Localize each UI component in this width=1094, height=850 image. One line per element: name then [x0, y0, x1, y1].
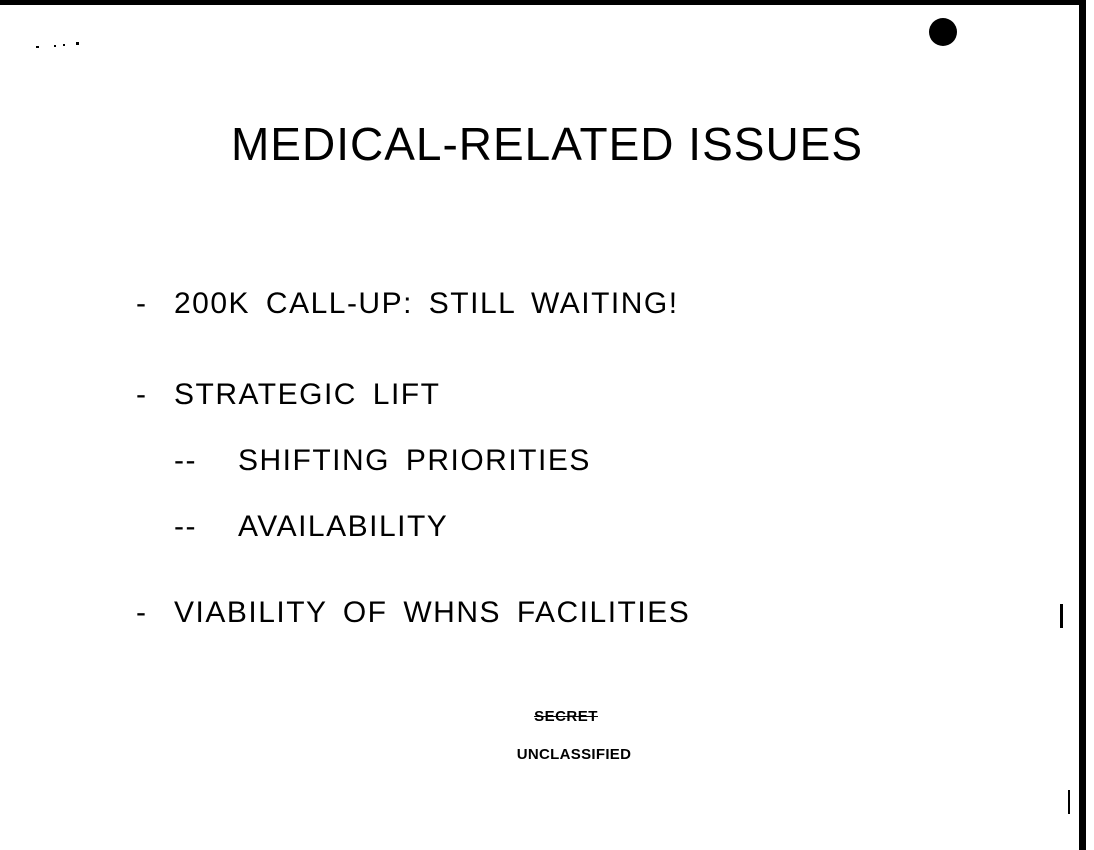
sub-bullet-item [174, 510, 448, 544]
sub-bullet-text: AVAILABILITY [238, 510, 449, 543]
bullet-item [136, 596, 690, 630]
scan-speck [54, 45, 56, 47]
sub-bullet-marker: -- [174, 510, 197, 543]
scan-speck [1060, 604, 1063, 628]
slide-title: MEDICAL-RELATED ISSUES [230, 117, 864, 170]
bullet-text: STRATEGIC LIFT [174, 378, 441, 411]
scan-frame-top [0, 0, 1086, 5]
bullet-text: 200K CALL-UP: STILL WAITING! [174, 287, 679, 320]
classification-marking: UNCLASSIFIED [516, 746, 632, 763]
sub-bullet-marker: -- [174, 444, 197, 477]
hole-punch-mark [929, 18, 957, 46]
scan-speck [63, 44, 65, 46]
bullet-marker: - [136, 378, 148, 411]
struck-classification-marking: SECRET [534, 708, 598, 725]
bullet-text: VIABILITY OF WHNS FACILITIES [174, 596, 691, 629]
bullet-item [136, 287, 679, 321]
bullet-marker: - [136, 596, 148, 629]
bullet-marker: - [136, 287, 148, 320]
sub-bullet-item [174, 444, 591, 478]
scan-speck [36, 46, 39, 48]
scan-speck [76, 42, 79, 45]
sub-bullet-text: SHIFTING PRIORITIES [238, 444, 591, 477]
scan-speck [1068, 790, 1070, 814]
bullet-item [136, 378, 440, 412]
